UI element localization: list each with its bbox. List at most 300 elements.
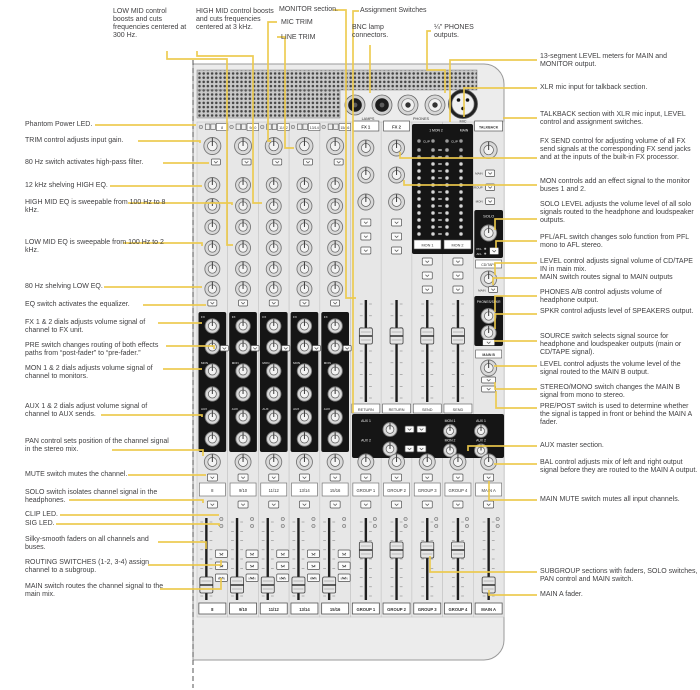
knob-icon bbox=[236, 340, 250, 354]
knob-icon bbox=[327, 454, 343, 470]
callout-right-5 bbox=[540, 201, 698, 225]
meter-scale-mark bbox=[438, 170, 442, 171]
panel-label: FX bbox=[231, 315, 236, 319]
knob-icon bbox=[389, 167, 405, 183]
panel-label: FX bbox=[262, 315, 267, 319]
led-icon bbox=[459, 204, 463, 208]
panel-label: 1-2 bbox=[219, 552, 224, 557]
switch-icon bbox=[392, 247, 402, 254]
panel-label: 13/14 bbox=[299, 487, 310, 493]
meter-scale-mark bbox=[438, 163, 442, 164]
knob-icon bbox=[205, 241, 220, 256]
callout-text: TRIM control adjusts input gain. bbox=[25, 137, 124, 144]
knob-icon bbox=[266, 241, 281, 256]
phones-label: PHONES bbox=[412, 117, 430, 121]
callout-top-0 bbox=[113, 8, 187, 40]
level-meter-panel bbox=[412, 124, 473, 254]
panel-label: GROUP 2 bbox=[387, 606, 406, 612]
callout-text: LINE TRIM bbox=[281, 34, 316, 41]
meter-scale-mark bbox=[438, 177, 442, 178]
knob-icon bbox=[328, 262, 343, 277]
switch-icon bbox=[490, 248, 499, 255]
callout-text: PFL/AFL switch changes solo function from PFL mono to AFL stereo. bbox=[540, 234, 689, 250]
callout-right-6 bbox=[540, 234, 698, 250]
switch-icon bbox=[330, 474, 340, 481]
panel-label: MAIN bbox=[309, 576, 317, 581]
panel-label: 8 bbox=[211, 606, 214, 612]
knob-icon bbox=[297, 387, 311, 401]
panel-label: 13/14 bbox=[299, 606, 310, 612]
led-icon bbox=[250, 524, 253, 527]
callout-right-1 bbox=[540, 84, 698, 92]
led-icon bbox=[445, 190, 449, 194]
callout-text: LOW MID control boosts and cuts frequencies centered at 300 Hz. bbox=[113, 8, 187, 40]
callout-text: HIGH MID EQ is sweepable from 100 Hz to 8 kHz. bbox=[25, 199, 166, 215]
knob-icon bbox=[297, 220, 312, 235]
switch-icon bbox=[484, 501, 494, 508]
knob-icon bbox=[475, 425, 488, 438]
knob-icon bbox=[205, 340, 219, 354]
callout-left-6 bbox=[25, 283, 170, 291]
led-icon bbox=[465, 524, 468, 527]
panel-label: GROUP 1 bbox=[356, 606, 376, 612]
switch-icon bbox=[207, 474, 217, 481]
panel-label: MON bbox=[323, 361, 331, 365]
channel-number: 9/10 bbox=[249, 126, 257, 130]
knob-icon bbox=[389, 454, 405, 470]
jack-icon bbox=[242, 124, 247, 130]
panel-label: 3-4 bbox=[311, 564, 316, 569]
callout-text: BAL control adjusts mix of left and right output signal before they are routed to the MAIN A output. bbox=[540, 459, 698, 475]
panel-label: 1-2 bbox=[280, 552, 285, 557]
panel-label: 15/16 bbox=[329, 487, 341, 493]
switch-icon bbox=[483, 340, 495, 346]
panel-label: PHONES/SPKR bbox=[476, 300, 501, 304]
led-icon bbox=[220, 524, 223, 527]
callout-text: ROUTING SWITCHES (1-2, 3-4) assign channel to a subgroup. bbox=[25, 559, 150, 575]
knob-icon bbox=[266, 199, 281, 214]
led-icon bbox=[417, 232, 421, 236]
meter-scale-mark bbox=[438, 233, 442, 234]
switch-icon bbox=[207, 501, 217, 508]
callout-text: SIG LED. bbox=[25, 520, 55, 527]
led-icon bbox=[431, 197, 435, 201]
switch-icon bbox=[238, 501, 248, 508]
callout-right-10 bbox=[540, 308, 698, 316]
knob-icon bbox=[419, 454, 435, 470]
led-icon bbox=[445, 169, 449, 173]
switch-icon bbox=[453, 501, 463, 508]
panel-label: GROUP 3 bbox=[417, 487, 437, 493]
knob-icon bbox=[205, 262, 220, 277]
switch-icon bbox=[484, 474, 494, 481]
panel-label: 9/10 bbox=[238, 606, 248, 612]
panel-label: FX bbox=[293, 315, 297, 319]
led-icon bbox=[431, 162, 435, 166]
led-icon bbox=[445, 232, 449, 236]
panel-label: MAIN bbox=[459, 128, 469, 133]
knob-icon bbox=[328, 282, 343, 297]
panel-label: SEND bbox=[452, 407, 464, 412]
knob-icon bbox=[266, 454, 282, 470]
panel-label: TALKBACK bbox=[479, 125, 499, 130]
panel-label: 1-2 bbox=[342, 552, 347, 557]
callout-text: AUX 1 & 2 dials adjust volume signal of channel to AUX sends. bbox=[25, 403, 148, 419]
jack-icon bbox=[303, 124, 308, 130]
panel-label: GROUP 3 bbox=[417, 606, 437, 612]
callout-left-19 bbox=[25, 583, 170, 599]
callout-text: PRE/POST switch is used to determine whether the signal is tapped in front or behind the MAIN A fader. bbox=[540, 403, 692, 427]
switch-icon bbox=[422, 286, 432, 293]
panel-label: MON bbox=[475, 199, 483, 204]
led-icon bbox=[431, 204, 435, 208]
led-icon bbox=[431, 148, 435, 152]
callout-text: BNC lamp connectors. bbox=[352, 24, 389, 40]
callout-right-11 bbox=[540, 333, 698, 357]
led-icon bbox=[417, 190, 421, 194]
led-icon bbox=[230, 125, 234, 129]
knob-icon bbox=[236, 241, 251, 256]
knob-icon bbox=[328, 178, 343, 193]
switch-icon bbox=[334, 159, 343, 165]
callout-text: FX SEND control for adjusting volume of all FX send signals at the corresponding FX send jacks and at the inputs of the built-in FX processor. bbox=[540, 138, 691, 162]
panel-label: MAIN bbox=[340, 576, 348, 581]
switch-icon bbox=[392, 219, 402, 226]
led-icon bbox=[220, 517, 223, 520]
panel-label: AUX bbox=[201, 407, 208, 411]
led-icon bbox=[404, 517, 407, 520]
switch-icon bbox=[300, 300, 309, 306]
switch-icon bbox=[251, 346, 259, 352]
callout-left-17 bbox=[25, 536, 170, 552]
switch-icon bbox=[453, 474, 463, 481]
switch-icon bbox=[482, 386, 496, 392]
led-icon bbox=[435, 517, 438, 520]
panel-label: AUX bbox=[323, 407, 330, 411]
callout-top-6 bbox=[352, 24, 410, 40]
panel-label: 3-4 bbox=[219, 564, 224, 569]
led-icon bbox=[459, 169, 463, 173]
switch-icon bbox=[208, 300, 217, 306]
callout-left-9 bbox=[25, 342, 170, 358]
knob-icon bbox=[297, 241, 312, 256]
callout-text: LEVEL control adjusts the volume level of the signal routed to the MAIN B output. bbox=[540, 361, 681, 377]
led-icon bbox=[484, 253, 486, 255]
callout-text: Silky-smooth faders on all channels and buses. bbox=[25, 536, 149, 552]
knob-icon bbox=[236, 282, 251, 297]
meter-scale-mark bbox=[438, 219, 442, 220]
callout-text: SOURCE switch selects signal source for headphone and loudspeaker outputs (main or CD/TAPE signal). bbox=[540, 333, 682, 357]
panel-label: MON 1 bbox=[421, 243, 434, 248]
knob-icon bbox=[328, 387, 342, 401]
callout-left-8 bbox=[25, 319, 170, 335]
channel-number: 11/12 bbox=[279, 126, 288, 130]
led-icon bbox=[199, 125, 203, 129]
switch-icon bbox=[486, 170, 495, 177]
knob-icon bbox=[205, 220, 220, 235]
panel-label: GROUP 1 bbox=[356, 487, 376, 493]
panel-label: MAIN bbox=[475, 171, 483, 176]
knob-icon bbox=[328, 410, 342, 424]
knob-icon bbox=[481, 454, 497, 470]
panel-label: 8 bbox=[211, 487, 214, 493]
callout-right-14 bbox=[540, 403, 698, 427]
led-icon bbox=[417, 148, 421, 152]
led-icon bbox=[459, 162, 463, 166]
callout-text: TALKBACK section with XLR mic input, LEVEL control and assignment switches. bbox=[540, 111, 686, 127]
callout-text: MAIN switch routes the channel signal to the main mix. bbox=[25, 583, 164, 599]
knob-icon bbox=[297, 410, 311, 424]
knob-icon bbox=[328, 220, 343, 235]
led-icon bbox=[417, 211, 421, 215]
led-icon bbox=[459, 218, 463, 222]
callout-top-3 bbox=[281, 19, 341, 27]
led-icon bbox=[445, 211, 449, 215]
led-icon bbox=[417, 218, 421, 222]
panel-label: MAIN A bbox=[481, 487, 496, 493]
knob-icon bbox=[267, 364, 281, 378]
callout-right-9 bbox=[540, 289, 698, 305]
knob-icon bbox=[358, 140, 374, 156]
callout-right-17 bbox=[540, 496, 698, 504]
panel-label: MON 1 bbox=[444, 419, 456, 423]
panel-label: MAIN bbox=[279, 576, 287, 581]
callout-text: PHONES A/B control adjusts volume of headphone output. bbox=[540, 289, 662, 305]
switch-icon bbox=[242, 159, 251, 165]
led-icon bbox=[459, 190, 463, 194]
switch-icon bbox=[405, 426, 414, 433]
panel-label: RETURN bbox=[357, 407, 374, 412]
knob-icon bbox=[297, 282, 312, 297]
jack-icon bbox=[297, 124, 302, 130]
switch-icon bbox=[361, 247, 371, 254]
switch-icon bbox=[422, 272, 432, 279]
channel-number: 15/16 bbox=[340, 126, 350, 130]
callout-left-10 bbox=[25, 365, 170, 381]
callout-text: SOLO LEVEL adjusts the volume level of all solo signals routed to the headphone and loudspeaker outputs. bbox=[540, 201, 694, 225]
callout-left-12 bbox=[25, 438, 170, 454]
knob-icon bbox=[236, 432, 250, 446]
led-icon bbox=[496, 517, 499, 520]
knob-icon bbox=[236, 364, 250, 378]
callout-left-11 bbox=[25, 403, 170, 419]
switch-icon bbox=[238, 474, 248, 481]
callout-text: SUBGROUP sections with faders, SOLO switches, PAN control and MAIN switch. bbox=[540, 568, 698, 584]
panel-label: FX 2 bbox=[392, 124, 401, 130]
led-icon bbox=[435, 524, 438, 527]
led-icon bbox=[445, 218, 449, 222]
jack-icon bbox=[205, 124, 210, 130]
channel-number: 8 bbox=[221, 126, 224, 130]
callout-right-3 bbox=[540, 138, 698, 162]
knob-icon bbox=[296, 454, 312, 470]
led-icon bbox=[459, 139, 463, 143]
knob-icon bbox=[236, 220, 251, 235]
channel-number: 13/14 bbox=[309, 126, 319, 130]
callout-text: MONITOR section. bbox=[279, 6, 338, 13]
knob-icon bbox=[205, 178, 220, 193]
knob-icon bbox=[267, 387, 281, 401]
phones-jack bbox=[425, 95, 445, 115]
led-icon bbox=[417, 169, 421, 173]
switch-icon bbox=[361, 474, 371, 481]
led-icon bbox=[417, 139, 421, 143]
callout-text: HIGH MID control boosts and cuts frequencies centered at 3 kHz. bbox=[196, 8, 274, 32]
callout-right-13 bbox=[540, 384, 698, 400]
callout-text: Assignment Switches bbox=[360, 7, 427, 14]
knob-icon bbox=[358, 454, 374, 470]
phones-jack bbox=[398, 95, 418, 115]
led-icon bbox=[431, 218, 435, 222]
led-icon bbox=[431, 225, 435, 229]
switch-icon bbox=[269, 501, 279, 508]
knob-icon bbox=[327, 138, 344, 155]
switch-icon bbox=[453, 286, 463, 293]
led-icon bbox=[459, 197, 463, 201]
panel-label: AUX bbox=[293, 407, 300, 411]
switch-icon bbox=[361, 501, 371, 508]
switch-icon bbox=[331, 300, 340, 306]
callout-text: 12 kHz shelving HIGH EQ. bbox=[25, 182, 108, 189]
callout-right-4 bbox=[540, 178, 698, 194]
callout-text: 80 Hz shelving LOW EQ. bbox=[25, 283, 103, 290]
callout-right-15 bbox=[540, 442, 698, 450]
switch-icon bbox=[282, 346, 290, 352]
knob-icon bbox=[480, 142, 497, 159]
callout-right-2 bbox=[540, 111, 698, 127]
callout-top-2 bbox=[279, 6, 349, 14]
callout-text: SOLO switch isolates channel signal in the headphones. bbox=[25, 489, 158, 505]
panel-label: GROUP bbox=[471, 185, 483, 190]
knob-icon bbox=[205, 387, 219, 401]
switch-icon bbox=[422, 501, 432, 508]
knob-icon bbox=[358, 194, 374, 210]
callout-left-14 bbox=[25, 489, 170, 505]
panel-label: GROUP 4 bbox=[448, 487, 468, 493]
knob-icon bbox=[267, 319, 281, 333]
switch-icon bbox=[422, 258, 432, 265]
jack-icon bbox=[328, 124, 333, 130]
knob-icon bbox=[236, 262, 251, 277]
led-icon bbox=[445, 139, 449, 143]
meter-scale-mark bbox=[438, 212, 442, 213]
callout-right-0 bbox=[540, 53, 698, 69]
knob-icon bbox=[236, 199, 251, 214]
callout-left-3 bbox=[25, 182, 170, 190]
led-icon bbox=[445, 176, 449, 180]
switch-icon bbox=[303, 159, 312, 165]
led-icon bbox=[496, 524, 499, 527]
callout-text: EQ switch activates the equalizer. bbox=[25, 301, 130, 308]
led-icon bbox=[431, 190, 435, 194]
knob-icon bbox=[204, 138, 221, 155]
knob-icon bbox=[236, 410, 250, 424]
callout-right-12 bbox=[540, 361, 698, 377]
panel-label: CLIP bbox=[423, 139, 430, 144]
switch-icon bbox=[422, 474, 432, 481]
callout-top-5 bbox=[360, 7, 455, 15]
callout-left-1 bbox=[25, 137, 170, 145]
led-icon bbox=[445, 197, 449, 201]
panel-label: RETURN bbox=[388, 407, 405, 412]
led-icon bbox=[445, 148, 449, 152]
panel-label: GROUP 4 bbox=[448, 606, 468, 612]
callout-text: LEVEL control adjusts signal volume of CD/TAPE IN in main mix. bbox=[540, 258, 693, 274]
led-icon bbox=[404, 524, 407, 527]
led-icon bbox=[322, 125, 326, 129]
knob-icon bbox=[266, 282, 281, 297]
knob-icon bbox=[328, 432, 342, 446]
panel-label: MON 2 bbox=[444, 438, 456, 443]
panel-label: 1-2 bbox=[311, 552, 316, 557]
led-icon bbox=[459, 176, 463, 180]
jack-icon bbox=[236, 124, 241, 130]
callout-text: MUTE switch mutes the channel. bbox=[25, 471, 128, 478]
mic-label: MIC bbox=[459, 119, 467, 124]
led-icon bbox=[260, 125, 264, 129]
led-icon bbox=[484, 248, 486, 250]
knob-icon bbox=[328, 199, 343, 214]
panel-label: MON 2 bbox=[451, 243, 464, 248]
knob-icon bbox=[266, 220, 281, 235]
panel-label: CD/TAPE bbox=[481, 263, 497, 267]
callout-left-0 bbox=[25, 121, 170, 129]
panel-label: FX bbox=[201, 315, 205, 319]
lamps-label: LAMPS bbox=[361, 117, 375, 121]
led-icon bbox=[445, 225, 449, 229]
led-icon bbox=[342, 517, 345, 520]
led-icon bbox=[312, 524, 315, 527]
switch-icon bbox=[453, 258, 463, 265]
meter-scale-mark bbox=[438, 205, 442, 206]
panel-label: AUX 1 bbox=[476, 419, 486, 423]
callout-text: MON controls add an effect signal to the monitor buses 1 and 2. bbox=[540, 178, 691, 194]
knob-icon bbox=[297, 178, 312, 193]
led-icon bbox=[417, 225, 421, 229]
panel-label: 11/12 bbox=[268, 487, 279, 493]
meter-scale-mark bbox=[438, 198, 442, 199]
led-icon bbox=[417, 204, 421, 208]
knob-icon bbox=[205, 319, 219, 333]
callout-text: MAIN switch routes signal to MAIN outputs bbox=[540, 274, 673, 281]
switch-icon bbox=[392, 474, 402, 481]
panel-label: 3-4 bbox=[342, 564, 347, 569]
panel-label: 3-4 bbox=[250, 564, 255, 569]
switch-icon bbox=[405, 446, 414, 453]
switch-icon bbox=[361, 219, 371, 226]
panel-label: MON bbox=[201, 361, 208, 365]
led-icon bbox=[373, 517, 376, 520]
knob-icon bbox=[383, 423, 397, 437]
knob-icon bbox=[296, 138, 313, 155]
led-icon bbox=[459, 232, 463, 236]
panel-label: AUX 2 bbox=[361, 438, 371, 443]
led-icon bbox=[459, 211, 463, 215]
callout-left-2 bbox=[25, 159, 170, 167]
panel-label: MAIN A bbox=[481, 606, 497, 612]
panel-label: MON bbox=[262, 361, 270, 365]
switch-icon bbox=[343, 346, 351, 352]
callout-top-1 bbox=[196, 8, 276, 32]
switch-icon bbox=[417, 426, 426, 433]
callout-text: MAIN MUTE switch mutes all input channels. bbox=[540, 496, 680, 503]
led-icon bbox=[459, 148, 463, 152]
knob-icon bbox=[266, 178, 281, 193]
knob-icon bbox=[389, 194, 405, 210]
callout-text: CLIP LED. bbox=[25, 511, 58, 518]
switch-icon bbox=[482, 377, 496, 383]
panel-label: SOLO bbox=[483, 213, 495, 219]
